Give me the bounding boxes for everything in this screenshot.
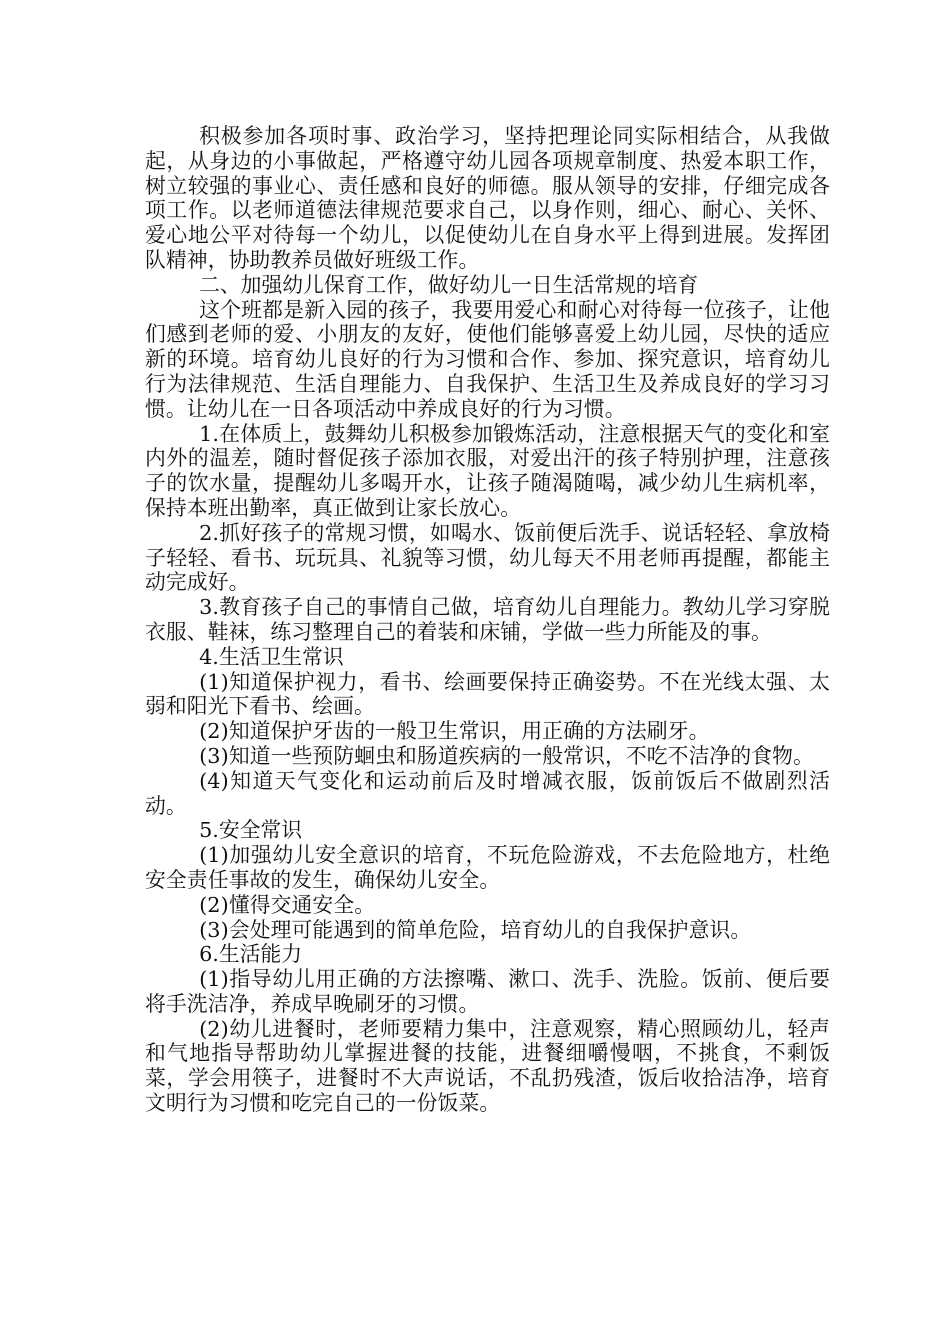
paragraph-hygiene-4: (4)知道天气变化和运动前后及时增减衣服，饭前饭后不做剧烈活动。: [145, 768, 830, 818]
paragraph-life-skills-1: (1)指导幼儿用正确的方法擦嘴、漱口、洗手、洗脸。饭前、便后要将手洗洁净，养成早晚刷牙的习惯。: [145, 967, 830, 1016]
paragraph-life-skills-2: (2)幼儿进餐时，老师要精力集中，注意观察，精心照顾幼儿，轻声和气地指导帮助幼儿掌握进餐的技能，进餐细嚼慢咽，不挑食，不剩饭菜，学会用筷子，进餐时不大声说话，不乱扔残渣，饭后收拾洁净，培育文明行为习惯和吃完自己的一份饭菜。: [145, 1016, 830, 1116]
paragraph-safety-2: (2)懂得交通安全。: [199, 892, 376, 917]
paragraph-item-3-self-care: 3.教育孩子自己的事情自己做，培育幼儿自理能力。教幼儿学习穿脱衣服、鞋袜，练习整理自己的着装和床铺，学做一些力所能及的事。: [145, 595, 830, 644]
paragraph-item-2-habits: 2.抓好孩子的常规习惯，如喝水、饭前便后洗手、说话轻轻、拿放椅子轻轻、看书、玩玩具、礼貌等习惯，幼儿每天不用老师再提醒，都能主动完成好。: [145, 520, 830, 595]
section-heading-childcare: 二、加强幼儿保育工作，做好幼儿一日生活常规的培育: [199, 272, 699, 297]
paragraph-class-intro: 这个班都是新入园的孩子，我要用爱心和耐心对待每一位孩子，让他们感到老师的爱、小朋友的友好，使他们能够喜爱上幼儿园，尽快的适应新的环境。培育幼儿良好的行为习惯和合作、参加、探究意识，培育幼儿行为法律规范、生活自理能力、自我保护、生活卫生及养成良好的学习习惯。让幼儿在一日各项活动中养成良好的行为习惯。: [145, 297, 830, 421]
paragraph-item-1-physique: 1.在体质上，鼓舞幼儿积极参加锻炼活动，注意根据天气的变化和室内外的温差，随时督促孩子添加衣服，对爱出汗的孩子特别护理，注意孩子的饮水量，提醒幼儿多喝开水，让孩子随渴随喝，减少幼儿生病机率，保持本班出勤率，真正做到让家长放心。: [145, 421, 830, 520]
subheading-safety-knowledge: 5.安全常识: [199, 818, 303, 843]
subheading-hygiene-knowledge: 4.生活卫生常识: [199, 644, 344, 669]
paragraph-hygiene-3: (3)知道一些预防蛔虫和肠道疾病的一般常识，不吃不洁净的食物。: [199, 743, 814, 768]
paragraph-safety-1: (1)加强幼儿安全意识的培育，不玩危险游戏，不去危险地方，杜绝安全责任事故的发生，确保幼儿安全。: [145, 843, 830, 892]
document-page: [145, 124, 830, 1116]
paragraph-hygiene-1: (1)知道保护视力，看书、绘画要保持正确姿势。不在光线太强、太弱和阳光下看书、绘画。: [145, 669, 830, 719]
subheading-life-skills: 6.生活能力: [199, 942, 303, 967]
paragraph-safety-3: (3)会处理可能遇到的简单危险，培育幼儿的自我保护意识。: [199, 917, 752, 942]
paragraph-hygiene-2: (2)知道保护牙齿的一般卫生常识，用正确的方法刷牙。: [199, 719, 710, 744]
paragraph-work-attitude: 积极参加各项时事、政治学习，坚持把理论同实际相结合，从我做起，从身边的小事做起，严格遵守幼儿园各项规章制度、热爱本职工作，树立较强的事业心、责任感和良好的师德。服从领导的安排，仔细完成各项工作。以老师道德法律规范要求自己，以身作则，细心、耐心、关怀、爱心地公平对待每一个幼儿，以促使幼儿在自身水平上得到进展。发挥团队精神，协助教养员做好班级工作。: [145, 124, 830, 272]
